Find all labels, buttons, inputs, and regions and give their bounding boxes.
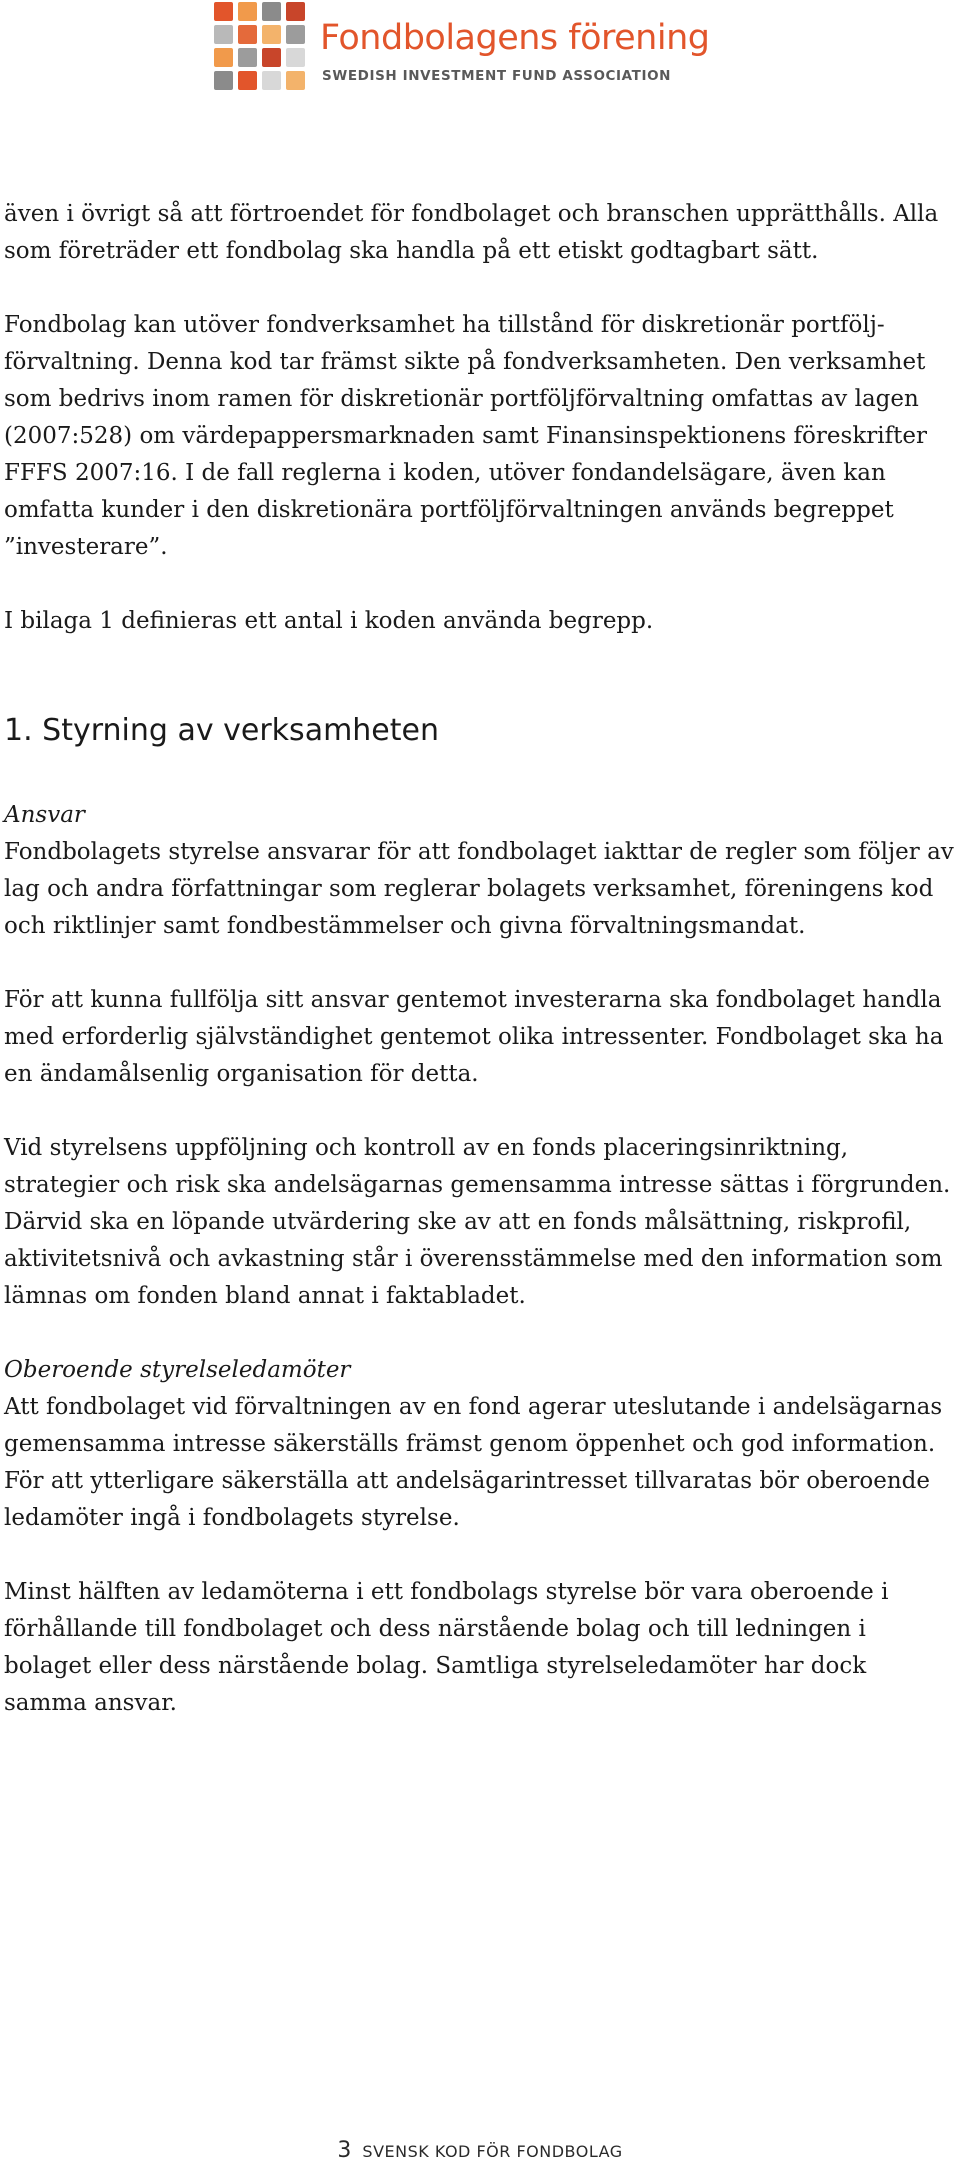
intro-paragraph-1: även i övrigt så att förtroendet för fondbolaget och branschen upprätthålls. Alla som företräder ett fondbolag ska handla på ett etiskt godtagbart sätt.	[4, 201, 939, 264]
logo-tile	[238, 2, 257, 21]
section-heading: 1. Styrning av verksamheten	[4, 713, 439, 748]
intro-paragraph-2: Fondbolag kan utöver fondverksamhet ha tillstånd för diskretionär portfölj-förvaltning. Denna kod tar främst sikte på fondverksamheten. Den verksamhet som bedrivs inom ramen för diskretionär portföljförvaltning omfattas av lagen (2007:528) om värdepappersmarknaden samt Finansinspektionens föreskrifter FFFS 2007:16. I de fall reglerna i koden, utöver fondandelsägare, även kan omfatta kunder i den diskretionära portföljförvaltningen används begreppet ”investerare”.	[4, 312, 927, 560]
ansvar-paragraph-1: Fondbolagets styrelse ansvarar för att fondbolaget iakttar de regler som följer av lag och andra författningar som reglerar bolagets verksamhet, föreningens kod och riktlinjer samt fondbestämmelser och givna förvaltningsmandat.	[4, 839, 954, 939]
logo-tile	[214, 71, 233, 90]
logo-title: Fondbolagens förening	[320, 18, 710, 58]
logo-mosaic-icon	[214, 2, 306, 92]
intro-paragraph-3: I bilaga 1 definieras ett antal i koden använda begrepp.	[4, 608, 654, 634]
logo-tile	[262, 2, 281, 21]
oberoende-paragraph-1: Att fondbolaget vid förvaltningen av en fond agerar uteslutande i andelsägarnas gemensamma intresse säkerställs främst genom öppenhet och god information. För att ytterligare säkerställa att andelsägarintresset tillvaratas bör oberoende ledamöter ingå i fondbolagets styrelse.	[4, 1394, 943, 1531]
page-footer	[0, 2138, 960, 2163]
logo-tile	[286, 71, 305, 90]
logo-tile	[214, 25, 233, 44]
logo-tile	[238, 71, 257, 90]
logo-tile	[286, 25, 305, 44]
logo-tile	[262, 71, 281, 90]
document-body	[4, 196, 956, 1759]
logo-subtitle: SWEDISH INVESTMENT FUND ASSOCIATION	[322, 68, 672, 84]
subheading-oberoende: Oberoende styrelseledamöter	[4, 1357, 351, 1383]
logo-tile	[262, 48, 281, 67]
association-logo	[214, 0, 710, 96]
logo-tile	[214, 48, 233, 67]
footer-doc-title: SVENSK KOD FÖR FONDBOLAG	[362, 2142, 623, 2161]
page-number: 3	[337, 2138, 352, 2163]
logo-tile	[214, 2, 233, 21]
ansvar-paragraph-3: Vid styrelsens uppföljning och kontroll av en fonds placeringsinriktning, strategier och risk ska andelsägarnas gemensamma intresse sättas i förgrunden. Därvid ska en löpande utvärdering ske av att en fonds målsättning, riskprofil, aktivitetsnivå och avkastning står i överensstämmelse med den information som lämnas om fonden bland annat i faktabladet.	[4, 1135, 951, 1309]
logo-tile	[238, 48, 257, 67]
logo-tile	[262, 25, 281, 44]
oberoende-paragraph-2: Minst hälften av ledamöterna i ett fondbolags styrelse bör vara oberoende i förhållande till fondbolaget och dess närstående bolag och till ledningen i bolaget eller dess närstående bolag. Samtliga styrelseledamöter har dock samma ansvar.	[4, 1579, 889, 1716]
ansvar-paragraph-2: För att kunna fullfölja sitt ansvar gentemot investerarna ska fondbolaget handla med erforderlig självständighet gentemot olika intressenter. Fondbolaget ska ha en ändamålsenlig organisation för detta.	[4, 987, 944, 1087]
logo-tile	[286, 48, 305, 67]
logo-tile	[238, 25, 257, 44]
logo-tile	[286, 2, 305, 21]
subheading-ansvar: Ansvar	[4, 802, 85, 828]
